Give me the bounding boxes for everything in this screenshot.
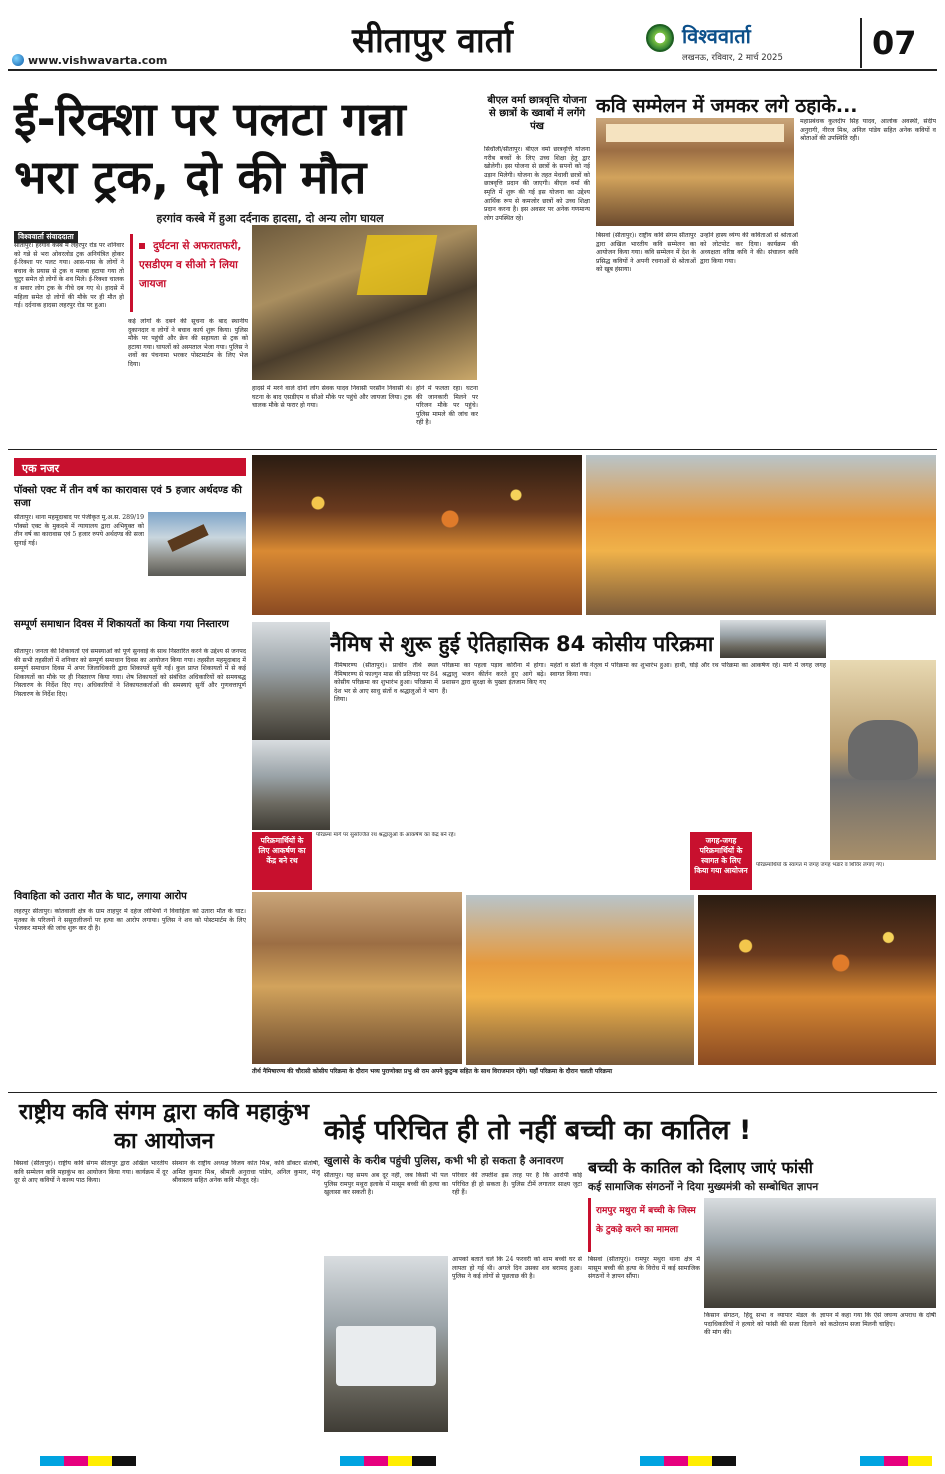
- ek-nazar-story2-headline: सम्पूर्ण समाधान दिवस में शिकायतों का किया गया निस्तारण: [14, 619, 229, 630]
- callout-text: दुर्घटना से अफरातफरी, एसडीएम व सीओ ने लिया जायजा: [139, 240, 242, 290]
- lead-subhead: हरगांव कस्बे में हुआ दर्दनाक हादसा, दो अन्य लोग घायल: [156, 212, 384, 225]
- garland-photo: [252, 892, 462, 1064]
- fansi-text2: किसान संगठन, हिंदू सभा व व्यापार मंडल के पदाधिकारियों ने हत्यारे को फांसी की सजा दिलाने की मांग की।: [704, 1312, 816, 1337]
- police-vehicle-photo: [324, 1256, 448, 1432]
- ek-nazar-story1-text: सीतापुर। थाना महमूदाबाद पर पंजीकृत मु.अ.स. 289/19 पॉक्सो एक्ट के मुकदमे में न्यायालय द्वारा अभियुक्त को तीन वर्ष का कारावास एवं 5 हजार रुपये अर्थदण्ड की सजा सुनाई गई।: [14, 514, 144, 547]
- chariot-photo: [466, 895, 694, 1065]
- lead-callout: [130, 234, 250, 312]
- website-url[interactable]: www.vishwavarta.com: [28, 54, 168, 67]
- parikrama-street-photo: [252, 740, 330, 830]
- ek-nazar-story3-text: लहरपुर सीतापुर। कोतवाली क्षेत्र के ग्राम ताहपुर में दहेज लोभियों ने विवाहिता को उतारा मौत के घाट। मृतका के परिजनों ने ससुरालीजनों पर हत्या का आरोप लगाया। पुलिस ने शव को पोस्टमार्टम के लिए भेजकर मामले की जांच शुरू कर दी है।: [14, 908, 246, 933]
- header-divider: [860, 18, 862, 68]
- brand-name: विश्ववार्ता: [682, 24, 751, 48]
- parikrama-headline: नैमिष से शुरू हुई ऐतिहासिक 84 कोसीय परिक्रमा: [330, 632, 714, 656]
- crane-shape: [357, 235, 438, 295]
- parikrama-red-box-2: जगह-जगह परिक्रमार्थियों के स्वागत के लिए किया गया आयोजन: [690, 832, 752, 890]
- welcome-photo: [698, 895, 936, 1065]
- parikrama-text3: महंतों व संतों के नेतृत्व में परिक्रमा का शुभारंभ हुआ। हाथी, घोड़े और रथ परिक्रमा का आकर्षण रहे। मार्ग में जगह जगह स्वागत किया गया।: [550, 662, 826, 678]
- murder-text1: सीतापुर। यह समय अब दूर नहीं, जब किसी भी पल पुलिस रामपुर मथुरा इलाके में मासूम बच्ची की हत्या का खुलासा कर सकती है।: [324, 1172, 448, 1197]
- ek-nazar-story1-headline: पॉक्सो एक्ट में तीन वर्ष का कारावास एवं 5 हजार अर्थदण्ड की सजा: [14, 485, 242, 509]
- parikrama-text1: नैमिषारण्य (सीतापुर)। प्राचीन तीर्थ स्थल नैमिषारण्य से फाल्गुन मास की प्रतिपदा पर 84 कोसीय परिक्रमा का शुभारंभ हुआ। परिक्रमा में देश भर से आए साधु संतों व श्रद्धालुओं ने भाग लिया।: [334, 662, 438, 704]
- lead-text-col1: सीतापुर। हरगांव कस्बे में लहरपुर रोड पर शनिवार को गन्ने से भरा ओवरलोड ट्रक अनियंत्रित होकर ई-रिक्शा पर पलट गया। आस-पास के लोगों ने बचाव के प्रयास से ट्रक व मलबा हटाया गया तो चुटुर समेत दो लोगों के शव मिले। ई-रिक्शा चालक व सवार लोग ट्रक के नीचे दब गए थे। हादसे में महिला समेत दो लोगों की मौके पर ही मौत हो गई। दर्दनाक हादसा लहरपुर रोड पर हुआ।: [14, 242, 124, 310]
- fansi-subhead: कई सामाजिक संगठनों ने दिया मुख्यमंत्री को सम्बोधित ज्ञापन: [588, 1181, 819, 1193]
- lead-text-col3: हादसे में मरने वाले दोनों लोग सेवक यादव निवासी परसौन निवासी थे। घटना के बाद एसडीएम व सीओ मौके पर पहुंचे और जायजा लिया। ट्रक चालक मौके से फरार हो गया।: [252, 385, 412, 410]
- parikrama-small-text-1: परिक्रमा मार्ग पर सुसज्जित रथ श्रद्धालुओं के आकर्षण का केंद्र बने रहे।: [316, 832, 456, 838]
- lead-headline: ई-रिक्शा पर पलटा गन्ना भरा ट्रक, दो की मौत: [14, 92, 406, 204]
- sadhu-photo: [720, 620, 826, 658]
- vehicle-shape: [336, 1326, 436, 1386]
- lead-text-col2: कई लोगों के दबने की सूचना के बाद स्थानीय दुकानदार व लोगों ने बचाव कार्य शुरू किया। पुलिस मौके पर पहुंची और क्रेन की सहायता से ट्रक को हटाया गया। घायलों को अस्पताल भेजा गया। पुलिस ने शवों का पंचनामा भरकर पोस्टमार्टम के लिए भेज दिया।: [128, 318, 248, 368]
- parikrama-small-text-2: परिक्रमार्थियों के स्वागत में जगह जगह भंडारे व शिविर लगाए गए।: [756, 862, 885, 868]
- section-title: सीतापुर वार्ता: [352, 21, 513, 61]
- kavi-mahakumbh-text1: बिसवां (सीतापुर)। राष्ट्रीय कवि संगम सीतापुर द्वारा अखिल भारतीय कवि सम्मेलन कवि महाकुंभ का आयोजन किया गया। कार्यक्रम में दूर दूर से आए कवियों ने काव्य पाठ किया।: [14, 1160, 168, 1185]
- banner-shape: [606, 124, 784, 142]
- kavi-sammelan-text1: बिसवां (सीतापुर)। राष्ट्रीय कवि संगम सीतापुर द्वारा अखिल भारतीय कवि सम्मेलन का आयोजन किया गया। कवि सम्मेलन में देश के प्रसिद्ध कवियों ने अपनी रचनाओं से श्रोताओं को खूब हंसाया।: [596, 232, 696, 274]
- kavi-sammelan-headline: कवि सम्मेलन में जमकर लगे ठहाके...: [596, 95, 858, 117]
- lead-byline: विश्ववार्ता संवाददाता: [14, 231, 78, 243]
- parikrama-photo-2: [586, 455, 936, 615]
- globe-icon: [12, 54, 24, 66]
- page-number: 07: [872, 24, 917, 62]
- section-rule-2: [8, 1092, 937, 1093]
- brand-logo-icon: [646, 24, 674, 52]
- protest-photo: [704, 1198, 936, 1308]
- section-rule-1: [8, 449, 937, 450]
- parikrama-text2: परिक्रमा का पहला पड़ाव कोरौना में होगा। श्रद्धालु भजन कीर्तन करते हुए आगे बढ़े। प्रशासन द्वारा सुरक्षा के पुख्ता इंतजाम किए गए हैं।: [442, 662, 546, 695]
- fansi-callout: [588, 1198, 698, 1252]
- kavi-mahakumbh-headline: राष्ट्रीय कवि संगम द्वारा कवि महाकुंभ का आयोजन: [18, 1100, 310, 1154]
- fansi-text1: बिसवां (सीतापुर)। रामपुर मथुरा थाना क्षेत्र में मासूम बच्ची की हत्या के विरोध में कई सामाजिक संगठनों ने ज्ञापन सौंपा।: [588, 1256, 700, 1281]
- ek-nazar-story3-headline: विवाहिता को उतारा मौत के घाट, लगाया आरोप: [14, 891, 187, 902]
- kavi-sammelan-photo: [596, 118, 794, 226]
- ek-nazar-story2-text: सीतापुर। जनता की शिकायतों एवं समस्याओं को पूर्ण सुनवाई के साथ निस्तारित करने के उद्देश्य से जनपद की सभी तहसीलों में शनिवार को सम्पूर्ण समाधान दिवस का आयोजन किया गया। तहसील महमूदाबाद में सम्पूर्ण समाधान दिवस में अपर जिलाधिकारी द्वारा शिकायतें सुनी गईं। कुल प्राप्त शिकायतों में से कई शिकायतों का मौके पर ही निस्तारण किया गया। शेष शिकायतों को संबंधित अधिकारियों को समयबद्ध निस्तारण के निर्देश दिए गए। अधिकारियों ने शिकायतकर्ताओं की समस्याएं सुनीं और गुणवत्तापूर्ण निस्तारण के निर्देश दिए।: [14, 648, 246, 698]
- murder-text2: परिवार की तफ्तीश इस तरह पर है कि आरोपी कोई परिचित ही हो सकता है। पुलिस टीमें लगातार साक्ष्य जुटा रही हैं।: [452, 1172, 582, 1197]
- callout-icon: [139, 243, 145, 249]
- parikrama-caption: तीर्थ नैमिषारण्य की चौरासी कोसीय परिक्रमा के दौरान भव्य पुराणोक्त प्रभु श्री राम अपने कुटुम्ब सहित के साथ विराजमान रहेंगे। यहाँ परिक्रमा के दौरान चलती परिक्रमा: [252, 1068, 613, 1075]
- masthead: [0, 0, 945, 70]
- fansi-callout-text: रामपुर मथुरा में बच्ची के जिस्म के टुकड़े करने का मामला: [596, 1206, 696, 1235]
- elephant-shape: [848, 720, 918, 780]
- murder-subhead: खुलासे के करीब पहुंची पुलिस, कभी भी हो सकता है अनावरण: [324, 1155, 564, 1167]
- kavi-sammelan-text3: महाप्रबंधक कुलदीप सिंह यादव, आलोक अवस्थी, संदीप अनुरागी, नीरज मिश्र, अनिल पांडेय सहित अनेक कवियों व श्रोताओं की उपस्थिति रही।: [800, 118, 936, 143]
- fansi-headline: बच्ची के कातिल को दिलाए जाएं फांसी: [588, 1158, 813, 1177]
- rickshaw-photo: [252, 622, 330, 740]
- accident-photo: [252, 225, 477, 380]
- murder-headline: कोई परिचित ही तो नहीं बच्ची का कातिल !: [324, 1115, 752, 1146]
- dateline: लखनऊ, रविवार, 2 मार्च 2025: [682, 53, 783, 63]
- gavel-icon: [167, 524, 208, 552]
- kavi-sammelan-text2: उन्होंने हास्य व्यंग्य की कविताओं से श्रोताओं को लोटपोट कर दिया। कार्यक्रम की अध्यक्षता वरिष्ठ कवि ने की। संचालन कवि द्वारा किया गया।: [700, 232, 798, 265]
- registration-color-bar: [0, 1448, 945, 1474]
- scholarship-headline: बीएल वर्मा छात्रवृत्ति योजना से छात्रों के ख्वाबों में लगेंगे पंख: [487, 95, 587, 132]
- murder-text3: आपको बताते चलें कि 24 फरवरी को शाम बच्ची घर से लापता हो गई थी। अगले दिन उसका शव बरामद हुआ। पुलिस ने कई लोगों से पूछताछ की है।: [452, 1256, 582, 1281]
- header-rule: [8, 69, 937, 71]
- parikrama-photo-1: [252, 455, 582, 615]
- lead-text-col4: होने में फलता रहा। घटना की जानकारी मिलने पर परिजन मौके पर पहुंचे। पुलिस मामले की जांच कर रही है।: [416, 385, 478, 427]
- scholarship-text: सिधौली/सीतापुर। बीएल वर्मा छात्रवृत्ति योजना गरीब बच्चों के लिए उच्च शिक्षा हेतु द्वार खोलेगी। इस योजना से छात्रों के सपनों को नई उड़ान मिलेगी। योजना के तहत मेधावी छात्रों को छात्रवृत्ति प्रदान की जाएगी। बीएल वर्मा की स्मृति में शुरू की गई इस योजना का उद्देश्य आर्थिक रूप से कमजोर छात्रों को उच्च शिक्षा प्रदान करना है। इस अवसर पर अनेक गणमान्य लोग उपस्थित रहे।: [484, 146, 590, 222]
- kavi-mahakumbh-text2: संस्थान के राष्ट्रीय अध्यक्ष विजय कांत मिश्र, कवि डॉक्टर संतोषी, अमित कुमार मिश्र, श्रीमती अनुराधा पांडेय, अनिल कुमार, मंजू श्रीवास्तव सहित अनेक कवि मौजूद रहे।: [172, 1160, 320, 1185]
- gavel-photo: [148, 512, 246, 576]
- ek-nazar-label: एक नजर: [14, 458, 246, 476]
- parikrama-red-box-1: परिक्रमार्थियों के लिए आकर्षण का केंद्र बने रथ: [252, 832, 312, 890]
- fansi-text3: ज्ञापन में कहा गया कि ऐसे जघन्य अपराध के दोषी को कठोरतम सजा मिलनी चाहिए।: [820, 1312, 936, 1328]
- elephant-photo: [830, 660, 936, 860]
